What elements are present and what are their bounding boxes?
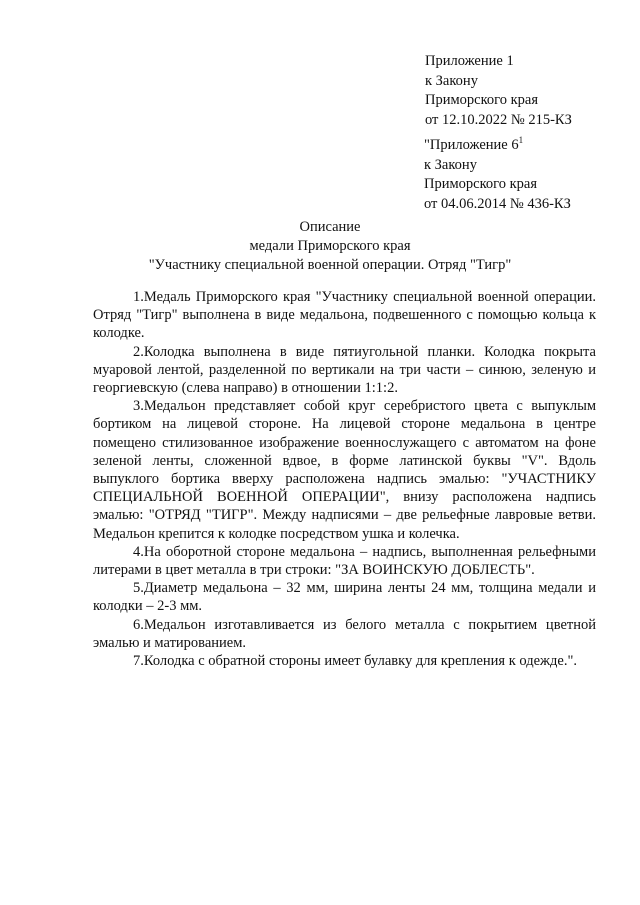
appendix-6-line-3: Приморского края (424, 176, 538, 192)
appendix-6-line-1-text: "Приложение 6 (424, 137, 519, 153)
appendix-6-superscript: 1 (518, 135, 524, 145)
title-line-2: медали Приморского края (249, 238, 411, 254)
appendix-1-line-2: к Закону (425, 72, 478, 89)
paragraph-5: 5.Диаметр медальона – 32 мм, ширина ленты 24 мм, толщина медали и колодки – 2-3 мм. (93, 580, 596, 615)
paragraph-7: 7.Колодка с обратной стороны имеет булавку для крепления к одежде.". (133, 653, 578, 670)
paragraph-3: 3.Медальон представляет собой круг серебристого цвета с выпуклым бортиком на лицевой стороне. На лицевой стороне медальона в центре помещено стилизованное изображение военнослужащего с автоматом на фоне зеленой ленты, сложенной вдвое, в форме латинской буквы "V". Вдоль выпуклого бортика вверху расположена надпись эмалью: "УЧАСТНИКУ СПЕЦИАЛЬНОЙ ВОЕННОЙ ОПЕРАЦИИ", внизу расположена надпись эмалью: "ОТРЯД "ТИГР". Между надписями – две рельефные лавровые ветви. Медальон крепится к колодке посредством ушка и колечка. (93, 398, 596, 542)
title-line-3: "Участнику специальной военной операции. Отряд "Тигр" (148, 257, 512, 273)
appendix-1-header (425, 52, 630, 130)
appendix-1-line-4: от 12.10.2022 № 215-КЗ (425, 111, 572, 128)
appendix-6-header (424, 136, 629, 214)
appendix-6-line-2: к Закону (424, 156, 477, 173)
paragraph-2: 2.Колодка выполнена в виде пятиугольной планки. Колодка покрыта муаровой лентой, разделенной по вертикали на три части – синюю, зеленую и георгиевскую (слева направо) в отношении 1:1:2. (93, 343, 596, 397)
appendix-1-line-1: Приложение 1 (425, 53, 514, 69)
paragraph-4: 4.На оборотной стороне медальона – надпись, выполненная рельефными литерами в цвет металла в три строки: "ЗА ВОИНСКУЮ ДОБЛЕСТЬ". (93, 543, 596, 579)
document-title (40, 218, 620, 275)
document-body (93, 288, 596, 670)
title-line-1: Описание (299, 219, 361, 235)
paragraph-6: 6.Медальон изготавливается из белого металла с покрытием цветной эмалью и матированием. (93, 616, 596, 651)
paragraph-1: 1.Медаль Приморского края "Участнику специальной военной операции. Отряд "Тигр" выполнена в виде медальона, подвешенного с помощью кольца к колодке. (93, 289, 596, 342)
appendix-1-line-3: Приморского края (425, 92, 539, 108)
appendix-6-line-1 (424, 136, 629, 156)
appendix-6-line-4: от 04.06.2014 № 436-КЗ (424, 195, 571, 212)
